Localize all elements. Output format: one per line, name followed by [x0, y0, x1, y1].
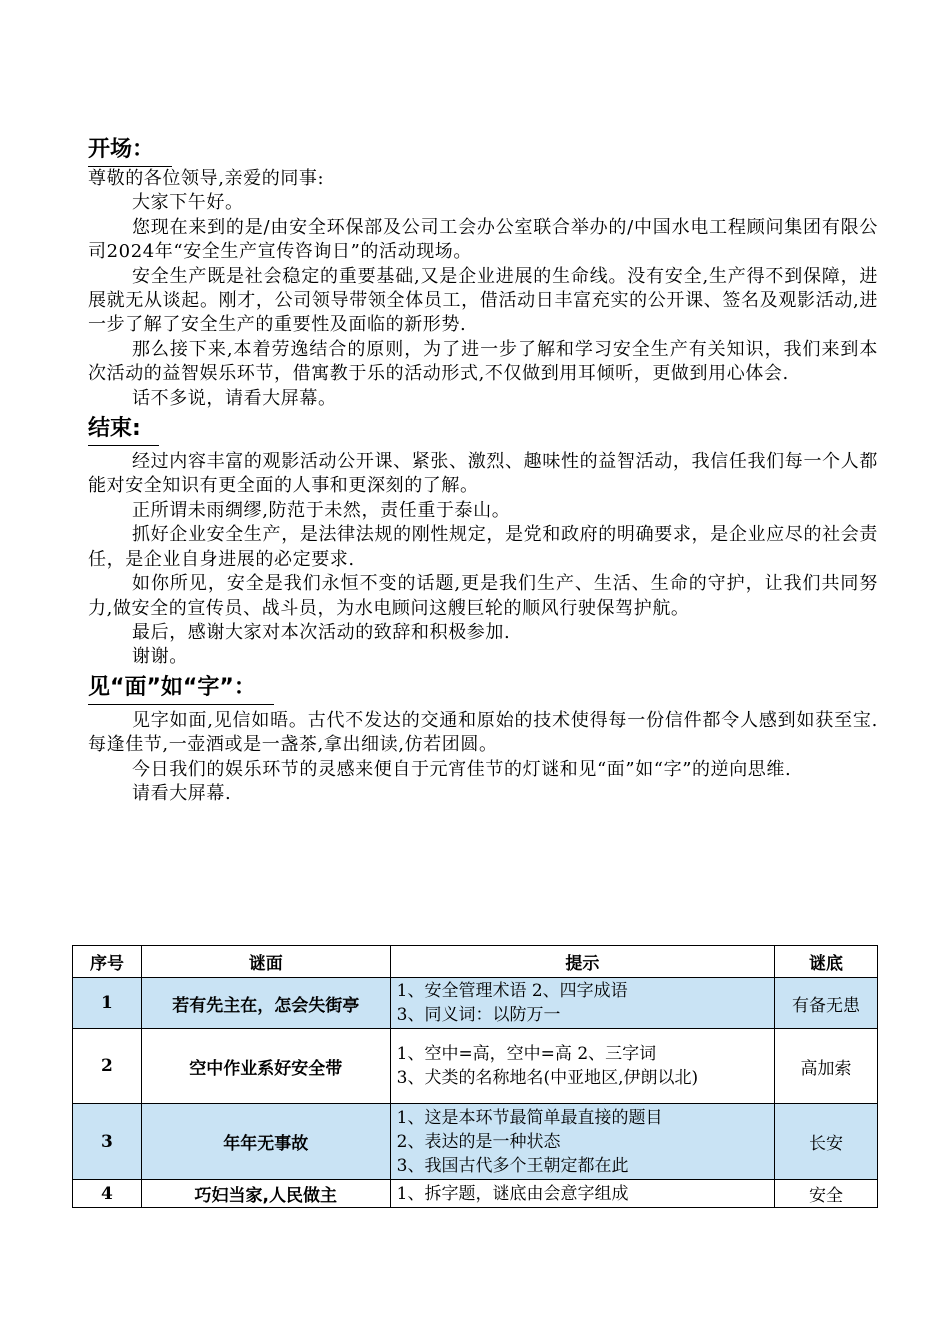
row-riddle: 巧妇当家,人民做主 — [141, 1180, 390, 1208]
hint-line: 3、同义词：以防万一 — [396, 1005, 561, 1025]
hint-line: 1、空中=高，空中=高 2、三字词 — [396, 1044, 657, 1064]
table-row — [73, 978, 878, 1029]
ending-paragraph: 如你所见，安全是我们永恒不变的话题,更是我们生产、生活、生命的守护，让我们共同努力,做安全的宣传员、战斗员，为水电顾问这艘巨轮的顺风行驶保驾护航。 — [88, 573, 878, 619]
opening-heading: 开场： — [88, 134, 172, 167]
ending-paragraph: 正所谓未雨绸缪,防范于未然，责任重于泰山。 — [132, 499, 511, 521]
table-row — [73, 1029, 878, 1104]
row-hints — [390, 1180, 774, 1208]
hint-line: 1、拆字题，谜底由会意字组成 — [396, 1183, 629, 1204]
row-number: 2 — [73, 1029, 142, 1104]
face-paragraph: 今日我们的娱乐环节的灵感来便自于元宵佳节的灯谜和见“面”如“字”的逆向思维. — [132, 758, 792, 780]
row-hints — [390, 978, 774, 1029]
header-answer: 谜底 — [775, 946, 878, 978]
opening-paragraph: 安全生产既是社会稳定的重要基础,又是企业进展的生命线。没有安全,生产得不到保障，进展就无从谈起。刚才，公司领导带领全体员工，借活动日丰富充实的公开课、签名及观影活动,进一步了解了安全生产的重要性及面临的新形势. — [88, 265, 878, 336]
row-answer: 有备无患 — [775, 978, 878, 1029]
opening-paragraph: 话不多说，请看大屏幕。 — [132, 387, 337, 409]
row-hints — [390, 1029, 774, 1104]
row-number: 1 — [73, 978, 142, 1029]
document-page — [88, 134, 878, 806]
hint-line: 3、我国古代多个王朝定都在此 — [396, 1155, 629, 1176]
hint-line: 1、安全管理术语 2、四字成语 — [396, 981, 628, 1001]
face-heading: 见“面”如“字”： — [88, 672, 274, 705]
opening-paragraph: 那么接下来,本着劳逸结合的原则，为了进一步了解和学习安全生产有关知识，我们来到本次活动的益智娱乐环节，借寓教于乐的活动形式,不仅做到用耳倾听，更做到用心体会. — [88, 338, 878, 385]
table-header-row — [73, 946, 878, 978]
opening-greeting: 尊敬的各位领导,亲爱的同事: — [88, 168, 325, 189]
row-number: 4 — [73, 1180, 142, 1208]
row-answer: 高加索 — [775, 1029, 878, 1104]
ending-paragraph: 抓好企业安全生产，是法律法规的刚性规定，是党和政府的明确要求，是企业应尽的社会责任，是企业自身进展的必定要求. — [88, 524, 878, 570]
riddle-table — [72, 945, 878, 1208]
ending-paragraph: 谢谢。 — [132, 646, 188, 668]
header-hints: 提示 — [390, 946, 774, 978]
face-paragraph: 请看大屏幕. — [132, 782, 232, 804]
hint-line: 3、犬类的名称地名(中亚地区,伊朗以北) — [396, 1068, 699, 1088]
row-number: 3 — [73, 1104, 142, 1180]
table-row — [73, 1180, 878, 1208]
row-riddle: 空中作业系好安全带 — [141, 1029, 390, 1104]
face-paragraph: 见字如面,见信如晤。古代不发达的交通和原始的技术使得每一份信件都令人感到如获至宝.每逢佳节,一壶酒或是一盏茶,拿出细读,仿若团圆。 — [88, 709, 878, 756]
row-answer: 长安 — [775, 1104, 878, 1180]
opening-paragraph: 大家下午好。 — [132, 192, 244, 214]
row-hints — [390, 1104, 774, 1180]
ending-heading: 结束: — [88, 413, 159, 446]
hint-line: 2、表达的是一种状态 — [396, 1131, 561, 1152]
hint-line: 1、这是本环节最简单最直接的题目 — [396, 1107, 663, 1128]
row-riddle: 年年无事故 — [141, 1104, 390, 1180]
row-riddle: 若有先主在，怎会失街亭 — [141, 978, 390, 1029]
header-riddle: 谜面 — [141, 946, 390, 978]
ending-paragraph: 经过内容丰富的观影活动公开课、紧张、激烈、趣味性的益智活动，我信任我们每一个人都能对安全知识有更全面的人事和更深刻的了解。 — [88, 451, 878, 497]
header-number: 序号 — [73, 946, 142, 978]
row-answer: 安全 — [775, 1180, 878, 1208]
ending-paragraph: 最后，感谢大家对本次活动的致辞和积极参加. — [132, 621, 511, 643]
opening-paragraph: 您现在来到的是/由安全环保部及公司工会办公室联合举办的/中国水电工程顾问集团有限公司2024年“安全生产宣传咨询日”的活动现场。 — [88, 216, 878, 263]
table-row — [73, 1104, 878, 1180]
